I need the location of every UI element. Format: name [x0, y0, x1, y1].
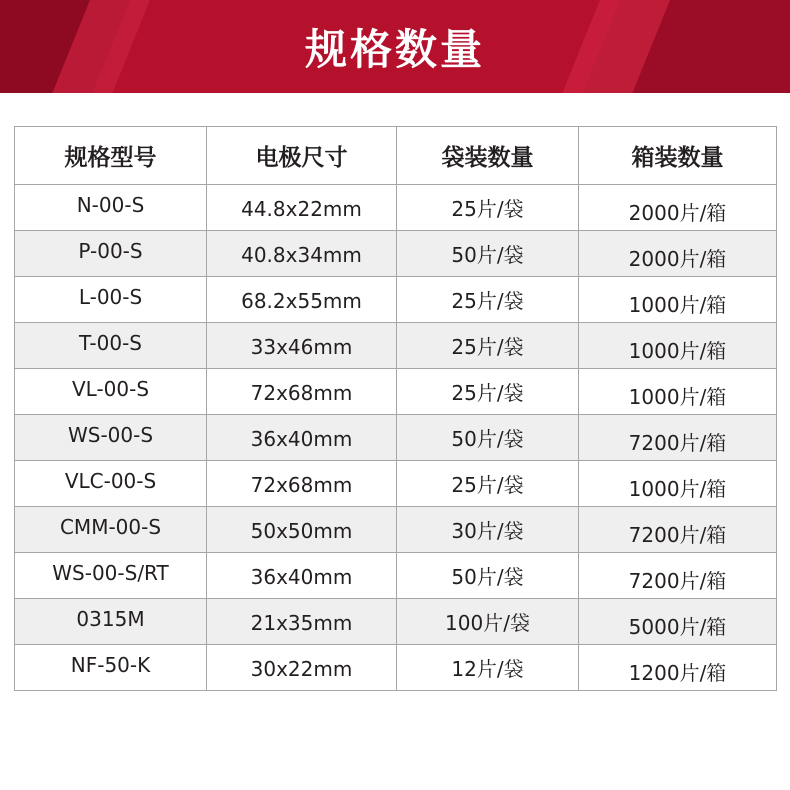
cell-electrode-size: 72x68mm — [207, 369, 397, 415]
table-row — [15, 323, 777, 369]
cell-bag-quantity: 100片/袋 — [397, 599, 579, 645]
cell-case-quantity: 2000片/箱 — [579, 231, 777, 277]
cell-electrode-size: 36x40mm — [207, 415, 397, 461]
table-row — [15, 231, 777, 277]
cell-electrode-size: 40.8x34mm — [207, 231, 397, 277]
table-row — [15, 553, 777, 599]
cell-case-quantity: 5000片/箱 — [579, 599, 777, 645]
cell-case-quantity: 7200片/箱 — [579, 507, 777, 553]
column-header-electrode-size: 电极尺寸 — [207, 127, 397, 185]
cell-case-quantity: 2000片/箱 — [579, 185, 777, 231]
spec-table-wrap — [14, 126, 776, 691]
cell-bag-quantity: 25片/袋 — [397, 277, 579, 323]
table-header-row — [15, 127, 777, 185]
cell-bag-quantity: 50片/袋 — [397, 415, 579, 461]
cell-case-quantity: 1000片/箱 — [579, 461, 777, 507]
cell-case-quantity: 7200片/箱 — [579, 415, 777, 461]
cell-case-quantity: 1200片/箱 — [579, 645, 777, 691]
column-header-model: 规格型号 — [15, 127, 207, 185]
cell-electrode-size: 44.8x22mm — [207, 185, 397, 231]
table-row — [15, 415, 777, 461]
cell-case-quantity: 7200片/箱 — [579, 553, 777, 599]
cell-case-quantity: 1000片/箱 — [579, 277, 777, 323]
table-row — [15, 277, 777, 323]
cell-model: L-00-S — [15, 277, 207, 323]
table-row — [15, 369, 777, 415]
table-header — [15, 127, 777, 185]
cell-model: N-00-S — [15, 185, 207, 231]
cell-electrode-size: 30x22mm — [207, 645, 397, 691]
cell-case-quantity: 1000片/箱 — [579, 323, 777, 369]
table-row — [15, 599, 777, 645]
cell-model: VLC-00-S — [15, 461, 207, 507]
cell-bag-quantity: 30片/袋 — [397, 507, 579, 553]
cell-bag-quantity: 12片/袋 — [397, 645, 579, 691]
cell-model: WS-00-S/RT — [15, 553, 207, 599]
cell-model: T-00-S — [15, 323, 207, 369]
cell-bag-quantity: 25片/袋 — [397, 461, 579, 507]
cell-bag-quantity: 50片/袋 — [397, 231, 579, 277]
cell-case-quantity: 1000片/箱 — [579, 369, 777, 415]
cell-model: CMM-00-S — [15, 507, 207, 553]
cell-electrode-size: 33x46mm — [207, 323, 397, 369]
cell-electrode-size: 68.2x55mm — [207, 277, 397, 323]
cell-electrode-size: 50x50mm — [207, 507, 397, 553]
table-row — [15, 507, 777, 553]
cell-bag-quantity: 25片/袋 — [397, 323, 579, 369]
cell-bag-quantity: 50片/袋 — [397, 553, 579, 599]
column-header-bag-quantity: 袋装数量 — [397, 127, 579, 185]
page-banner — [0, 0, 790, 93]
table-row — [15, 461, 777, 507]
cell-model: P-00-S — [15, 231, 207, 277]
table-row — [15, 185, 777, 231]
cell-model: WS-00-S — [15, 415, 207, 461]
cell-model: 0315M — [15, 599, 207, 645]
table-body — [15, 185, 777, 691]
cell-electrode-size: 36x40mm — [207, 553, 397, 599]
cell-model: VL-00-S — [15, 369, 207, 415]
cell-bag-quantity: 25片/袋 — [397, 369, 579, 415]
page-title: 规格数量 — [304, 24, 485, 74]
column-header-case-quantity: 箱装数量 — [579, 127, 777, 185]
cell-model: NF-50-K — [15, 645, 207, 691]
table-row — [15, 645, 777, 691]
cell-electrode-size: 21x35mm — [207, 599, 397, 645]
cell-bag-quantity: 25片/袋 — [397, 185, 579, 231]
spec-table — [14, 126, 777, 691]
cell-electrode-size: 72x68mm — [207, 461, 397, 507]
